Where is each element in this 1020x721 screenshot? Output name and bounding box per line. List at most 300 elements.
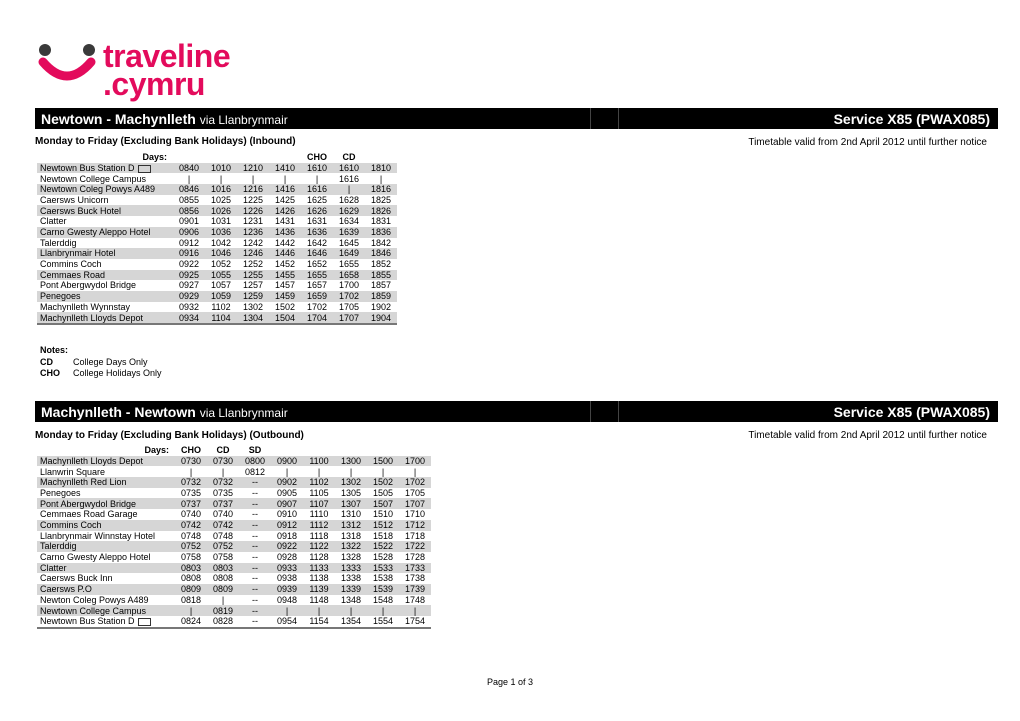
table-row <box>37 227 397 238</box>
departure-time: 0737 <box>175 498 207 509</box>
departure-time: 1504 <box>269 312 301 324</box>
departure-time: 0912 <box>271 520 303 531</box>
stop-name: Llanwrin Square <box>40 466 106 477</box>
departure-time: 1718 <box>404 530 426 541</box>
departure-time: 0812 <box>244 466 266 477</box>
departure-time: 1702 <box>306 301 328 312</box>
departure-time: 1104 <box>205 312 237 324</box>
days-row <box>37 445 431 456</box>
departure-time: 1722 <box>399 541 431 552</box>
departure-time: 1457 <box>274 280 296 291</box>
departure-time: 1436 <box>269 227 301 238</box>
timetable-inbound <box>37 152 397 325</box>
departure-time: 1231 <box>242 216 264 227</box>
table-row <box>37 259 397 270</box>
departure-time: | <box>221 466 225 477</box>
departure-time: 1728 <box>404 552 426 563</box>
departure-time: 0925 <box>173 270 205 281</box>
departure-time: 0954 <box>271 616 303 628</box>
departure-time: 1110 <box>309 509 329 520</box>
stop-name: Commins Coch <box>37 520 175 531</box>
departure-time: 0824 <box>175 616 207 628</box>
departure-time: -- <box>252 594 258 605</box>
table-row <box>37 584 431 595</box>
route-title: Machynlleth - Newtown via Llanbrynmair <box>41 404 288 420</box>
departure-time: 0856 <box>173 205 205 216</box>
departure-time: -- <box>239 584 271 595</box>
departure-time: 1446 <box>269 248 301 259</box>
table-row <box>37 163 397 174</box>
departure-time: 1338 <box>340 573 362 584</box>
departure-time: -- <box>252 573 258 584</box>
day-code <box>365 152 397 163</box>
departure-time: 1100 <box>303 456 335 467</box>
departure-time: 0730 <box>175 456 207 467</box>
departure-time: 1425 <box>274 194 296 205</box>
table-row <box>37 248 397 259</box>
departure-time: 1904 <box>365 312 397 324</box>
departure-time: 0758 <box>180 552 202 563</box>
departure-time: 1652 <box>306 259 328 270</box>
timetable-outbound <box>37 445 431 629</box>
departure-time: 1646 <box>301 248 333 259</box>
departure-time: 1707 <box>399 498 431 509</box>
stop-name: Newtown College Campus <box>37 605 175 616</box>
departure-time: 1052 <box>210 259 232 270</box>
departure-time: | <box>187 173 191 184</box>
departure-time: 1139 <box>303 584 335 595</box>
departure-time: -- <box>252 530 258 541</box>
departure-time: 1302 <box>335 477 367 488</box>
departure-time: 1010 <box>205 163 237 174</box>
departure-time: 1302 <box>242 301 264 312</box>
stop-name: Clatter <box>37 563 175 574</box>
route-header-bar-outbound <box>35 401 998 422</box>
departure-time: 0752 <box>175 541 207 552</box>
departure-time: | <box>285 466 289 477</box>
departure-time: 1046 <box>205 248 237 259</box>
table-row <box>37 456 431 467</box>
departure-time: 0828 <box>207 616 239 628</box>
departure-time: 1733 <box>399 563 431 574</box>
departure-time: 1842 <box>370 237 392 248</box>
stop-name: Carno Gwesty Aleppo Hotel <box>37 227 173 238</box>
departure-time: 0740 <box>180 509 202 520</box>
departure-time: 1300 <box>335 456 367 467</box>
table-row <box>37 466 431 477</box>
departure-time: 1655 <box>338 259 360 270</box>
stop-name: Machynlleth Wynnstay <box>40 301 130 312</box>
departure-time: 1112 <box>303 520 335 531</box>
departure-time: 1025 <box>210 194 232 205</box>
departure-time: | <box>221 594 225 605</box>
day-code <box>269 152 301 163</box>
departure-time: | <box>251 173 255 184</box>
departure-time: 1305 <box>340 487 362 498</box>
departure-time: 1658 <box>333 270 365 281</box>
departure-time: 1825 <box>370 194 392 205</box>
departure-time: 1059 <box>205 291 237 302</box>
departure-time: 1634 <box>338 216 360 227</box>
departure-time: 1712 <box>399 520 431 531</box>
table-row <box>37 541 431 552</box>
table-row <box>37 195 397 206</box>
day-code: CD <box>216 445 230 456</box>
departure-time: 1339 <box>335 584 367 595</box>
validity-note: Timetable valid from 2nd April 2012 until further notice <box>748 430 987 441</box>
departure-time: 1442 <box>274 237 296 248</box>
departure-time: 0929 <box>173 291 205 302</box>
departure-time: | <box>175 605 207 616</box>
stop-name: Penegoes <box>40 487 81 498</box>
table-row <box>37 552 431 563</box>
day-code <box>271 445 303 456</box>
departure-time: 1057 <box>210 280 232 291</box>
departure-time: 0932 <box>178 301 200 312</box>
departure-time: 1625 <box>306 194 328 205</box>
departure-time: 0803 <box>175 563 207 574</box>
departure-time: 1626 <box>301 205 333 216</box>
departure-time: 1354 <box>335 616 367 628</box>
table-row <box>37 573 431 584</box>
table-row <box>37 595 431 606</box>
stop-name: Newtown Coleg Powys A489 <box>37 184 173 195</box>
departure-time: 1810 <box>365 163 397 174</box>
departure-time: 0808 <box>212 573 234 584</box>
table-row <box>37 302 397 313</box>
departure-time: 1748 <box>404 594 426 605</box>
departure-time: 1322 <box>335 541 367 552</box>
departure-time: | <box>271 605 303 616</box>
departure-time: 1707 <box>333 312 365 324</box>
stop-name: Commins Coch <box>40 259 102 270</box>
departure-time: 0948 <box>276 594 298 605</box>
table-row <box>37 238 397 249</box>
departure-time: 1548 <box>372 594 394 605</box>
table-row <box>37 477 431 488</box>
day-code: CHO <box>307 152 327 163</box>
departure-time: 1318 <box>340 530 362 541</box>
departure-time: 1304 <box>237 312 269 324</box>
departure-time: 1455 <box>269 270 301 281</box>
departure-time: | <box>379 173 383 184</box>
departure-time: 1426 <box>269 205 301 216</box>
departure-time: 1859 <box>365 291 397 302</box>
departure-time: 1133 <box>303 563 335 574</box>
page-number: Page 1 of 3 <box>486 677 534 687</box>
departure-time: 1616 <box>301 184 333 195</box>
days-label: Days: <box>142 152 167 163</box>
departure-time: 1036 <box>205 227 237 238</box>
departure-time: 1416 <box>269 184 301 195</box>
table-row <box>37 488 431 499</box>
departure-time: | <box>381 466 385 477</box>
service-code: Service X85 (PWAX085) <box>833 404 990 420</box>
departure-time: 1102 <box>211 301 231 312</box>
table-row <box>37 216 397 227</box>
departure-time: 1310 <box>340 509 362 520</box>
departure-time: 0922 <box>178 259 200 270</box>
departure-time: 1107 <box>303 498 335 509</box>
departure-time: 0800 <box>239 456 271 467</box>
stop-name: Penegoes <box>37 291 173 302</box>
departure-time: 1118 <box>309 530 329 541</box>
departure-time: 1246 <box>237 248 269 259</box>
departure-time: 0748 <box>212 530 234 541</box>
departure-time: | <box>219 173 223 184</box>
departure-time: | <box>317 466 321 477</box>
departure-time: 1826 <box>365 205 397 216</box>
departure-time: 1836 <box>365 227 397 238</box>
departure-time: 1410 <box>269 163 301 174</box>
departure-time: 1105 <box>309 487 329 498</box>
departure-time: 1616 <box>338 173 360 184</box>
departure-time: 1328 <box>340 552 362 563</box>
day-code <box>335 445 367 456</box>
departure-time: 1902 <box>370 301 392 312</box>
table-row <box>37 280 397 291</box>
stop-name: Caersws P.O <box>37 584 175 595</box>
day-code <box>303 445 335 456</box>
departure-time: 1502 <box>274 301 296 312</box>
departure-time: 1639 <box>333 227 365 238</box>
stop-name: Newton Coleg Powys A489 <box>40 594 149 605</box>
logo-text-traveline: traveline <box>103 38 231 74</box>
departure-time: 1333 <box>335 563 367 574</box>
departure-time: 0927 <box>178 280 200 291</box>
departure-time: 1259 <box>237 291 269 302</box>
departure-time: 1739 <box>399 584 431 595</box>
departure-time: 0846 <box>173 184 205 195</box>
service-code: Service X85 (PWAX085) <box>833 111 990 127</box>
departure-time: 1507 <box>367 498 399 509</box>
route-title: Newtown - Machynlleth via Llanbrynmair <box>41 111 288 127</box>
departure-time: 0730 <box>207 456 239 467</box>
departure-time: 0902 <box>271 477 303 488</box>
departure-time: 1528 <box>372 552 394 563</box>
departure-time: -- <box>239 498 271 509</box>
departure-time: 1538 <box>372 573 394 584</box>
note-item: CHO College Holidays Only <box>40 368 162 378</box>
departure-time: | <box>367 605 399 616</box>
day-code <box>205 152 237 163</box>
departure-time: 0938 <box>276 573 298 584</box>
stop-name: Clatter <box>40 216 67 227</box>
stop-name: Newtown College Campus <box>40 173 147 184</box>
stop-name: Llanbrynmair Hotel <box>37 248 173 259</box>
departure-time: 1533 <box>367 563 399 574</box>
departure-time: -- <box>239 616 271 628</box>
timetable-subtitle: Monday to Friday (Excluding Bank Holidays) (Outbound) <box>35 430 304 441</box>
stop-name: Machynlleth Lloyds Depot <box>37 456 175 467</box>
stop-name: Llanbrynmair Winnstay Hotel <box>40 530 156 541</box>
timetable-subtitle: Monday to Friday (Excluding Bank Holidays) (Inbound) <box>35 136 296 147</box>
table-row <box>37 498 431 509</box>
departure-time: 0922 <box>271 541 303 552</box>
departure-time: 1702 <box>333 291 365 302</box>
departure-time: 1629 <box>333 205 365 216</box>
departure-time: 0840 <box>173 163 205 174</box>
table-row <box>37 616 431 628</box>
stop-name: Caersws Buck Hotel <box>37 205 173 216</box>
departure-time: 1657 <box>306 280 328 291</box>
day-code: CD <box>342 152 356 163</box>
stop-name: Machynlleth Red Lion <box>37 477 175 488</box>
departure-time: 1225 <box>242 194 264 205</box>
departure-time: 0905 <box>276 487 298 498</box>
departure-time: 1242 <box>242 237 264 248</box>
departure-time: 1738 <box>404 573 426 584</box>
departure-time: 1702 <box>399 477 431 488</box>
departure-time: 0934 <box>173 312 205 324</box>
departure-time: | <box>399 605 431 616</box>
departure-time: 0818 <box>180 594 202 605</box>
departure-time: 1710 <box>404 509 426 520</box>
departure-time: 1846 <box>365 248 397 259</box>
departure-time: 1705 <box>404 487 426 498</box>
departure-time: 1831 <box>370 216 392 227</box>
departure-time: 0907 <box>271 498 303 509</box>
departure-time: 1659 <box>301 291 333 302</box>
day-code: SD <box>248 445 262 456</box>
bus-station-icon <box>138 165 151 173</box>
day-code: CHO <box>181 445 201 456</box>
departure-time: 0752 <box>207 541 239 552</box>
stop-name: Caersws Buck Inn <box>40 573 113 584</box>
days-label: Days: <box>144 445 169 456</box>
departure-time: -- <box>252 552 258 563</box>
departure-time: 1252 <box>242 259 264 270</box>
departure-time: 0928 <box>276 552 298 563</box>
departure-time: -- <box>252 509 258 520</box>
day-code <box>237 152 269 163</box>
departure-time: 1210 <box>237 163 269 174</box>
stop-name: Pont Abergwydol Bridge <box>37 498 175 509</box>
traveline-cymru-logo <box>37 38 237 102</box>
notes-heading: Notes: <box>40 345 69 355</box>
departure-time: -- <box>252 487 258 498</box>
logo-text-cymru: .cymru <box>103 66 205 102</box>
departure-time: 1459 <box>269 291 301 302</box>
departure-time: 1649 <box>333 248 365 259</box>
departure-time: 0855 <box>178 194 200 205</box>
departure-time: 1705 <box>338 301 360 312</box>
departure-time: 1431 <box>274 216 296 227</box>
smile-logo-icon <box>37 40 97 92</box>
departure-time: 1102 <box>303 477 335 488</box>
departure-time: 1631 <box>306 216 328 227</box>
departure-time: 0912 <box>178 237 200 248</box>
departure-time: | <box>189 466 193 477</box>
departure-time: 1138 <box>309 573 329 584</box>
departure-time: 0809 <box>175 584 207 595</box>
departure-time: 1628 <box>338 194 360 205</box>
note-item: CD College Days Only <box>40 356 148 367</box>
departure-time: 1852 <box>370 259 392 270</box>
departure-time: 1700 <box>399 456 431 467</box>
table-row <box>37 531 431 542</box>
departure-time: -- <box>239 520 271 531</box>
days-row <box>37 152 397 163</box>
departure-time: | <box>315 173 319 184</box>
departure-time: 1505 <box>372 487 394 498</box>
departure-time: | <box>335 605 367 616</box>
stop-name: Pont Abergwydol Bridge <box>40 280 137 291</box>
departure-time: 1610 <box>333 163 365 174</box>
stop-name: Cemmaes Road <box>37 270 173 281</box>
stop-name: Carno Gwesty Aleppo Hotel <box>40 552 151 563</box>
departure-time: 1500 <box>367 456 399 467</box>
departure-time: 1855 <box>365 270 397 281</box>
departure-time: 0758 <box>212 552 234 563</box>
stop-name: Talerddig <box>40 237 77 248</box>
stop-name: Cemmaes Road Garage <box>40 509 138 520</box>
stop-name: Newtown Bus Station D <box>37 163 173 174</box>
departure-time: 1704 <box>301 312 333 324</box>
departure-time: 1642 <box>306 237 328 248</box>
departure-time: 0748 <box>180 530 202 541</box>
departure-time: | <box>333 184 365 195</box>
departure-time: 1055 <box>205 270 237 281</box>
table-row <box>37 605 431 616</box>
departure-time: 1042 <box>210 237 232 248</box>
stop-name: Talerddig <box>37 541 175 552</box>
day-code <box>399 445 431 456</box>
table-row <box>37 173 397 184</box>
departure-time: 1016 <box>205 184 237 195</box>
bus-station-icon <box>138 618 151 626</box>
table-row <box>37 205 397 216</box>
departure-time: 1700 <box>338 280 360 291</box>
table-row <box>37 184 397 195</box>
departure-time: 1502 <box>367 477 399 488</box>
departure-time: 1816 <box>365 184 397 195</box>
departure-time: 1026 <box>205 205 237 216</box>
day-code <box>173 152 205 163</box>
departure-time: 1452 <box>274 259 296 270</box>
table-row <box>37 291 397 302</box>
departure-time: 1610 <box>301 163 333 174</box>
stop-name: Caersws Unicorn <box>40 194 109 205</box>
departure-time: 1128 <box>309 552 329 563</box>
departure-time: 0737 <box>207 498 239 509</box>
departure-time: 1522 <box>367 541 399 552</box>
day-code <box>367 445 399 456</box>
table-row <box>37 312 397 324</box>
departure-time: 1539 <box>367 584 399 595</box>
departure-time: 0808 <box>180 573 202 584</box>
departure-time: 0735 <box>180 487 202 498</box>
departure-time: 0819 <box>207 605 239 616</box>
departure-time: 0918 <box>276 530 298 541</box>
table-row <box>37 563 431 574</box>
departure-time: 1645 <box>338 237 360 248</box>
departure-time: 1636 <box>301 227 333 238</box>
departure-time: 1312 <box>335 520 367 531</box>
departure-time: 0900 <box>271 456 303 467</box>
departure-time: -- <box>239 563 271 574</box>
departure-time: 1754 <box>399 616 431 628</box>
departure-time: 1216 <box>237 184 269 195</box>
departure-time: 0916 <box>173 248 205 259</box>
departure-time: | <box>303 605 335 616</box>
departure-time: -- <box>239 477 271 488</box>
departure-time: 1510 <box>372 509 394 520</box>
departure-time: | <box>283 173 287 184</box>
departure-time: 0910 <box>276 509 298 520</box>
departure-time: 1554 <box>367 616 399 628</box>
table-row <box>37 509 431 520</box>
